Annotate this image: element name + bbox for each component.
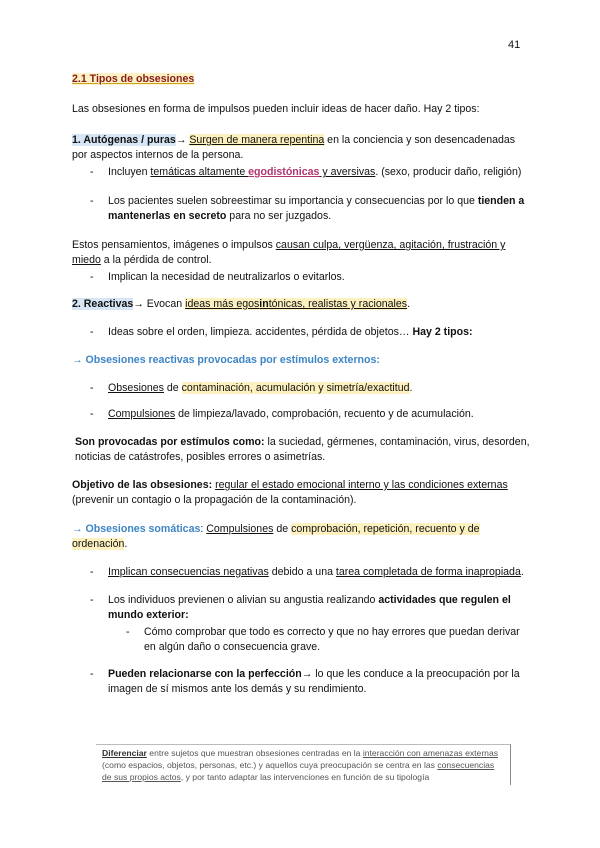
list-item: - Los individuos previenen o alivian su angustia realizando actividades que regulen el mundo exterior: - Cómo comprobar que todo es correcto y que no hay errores que puedan derivar en algún daño o consecuencia grave.: [72, 593, 530, 655]
somaticas-heading: → Obsesiones somáticas: [72, 523, 201, 535]
list-item: - Implican consecuencias negativas debido a una tarea completada de forma inapropiada.: [72, 565, 530, 580]
intro-paragraph: Las obsesiones en forma de impulsos pueden incluir ideas de hacer daño. Hay 2 tipos:: [72, 103, 480, 115]
list-item: - Pueden relacionarse con la perfección→ lo que les conduce a la preocupación por la imagen de sí mismos ante los demás y su rendimiento.: [72, 667, 530, 697]
list-item: - Incluyen temáticas altamente egodistónicas y aversivas. (sexo, producir daño, religión): [72, 165, 530, 180]
autogenas-def-underlined: Surgen de manera repentina: [189, 134, 325, 146]
autogenas-list: [72, 165, 530, 224]
autogenas-def-rest: en la conciencia y son desencadenadas por aspectos internos de la persona.: [72, 134, 516, 161]
externos-heading: → Obsesiones reactivas provocadas por estímulos externos:: [72, 354, 380, 366]
somaticas-paragraph: → Obsesiones somáticas: Compulsiones de comprobación, repetición, recuento y de ordenación.: [72, 523, 480, 550]
reactivas-list: [72, 325, 530, 340]
section-title-wrap: [72, 72, 530, 87]
estos-list: [72, 270, 530, 285]
page-number: 41: [508, 39, 521, 51]
autogenas-paragraph: [72, 133, 530, 163]
sub-list-item: - Cómo comprobar que todo es correcto y que no hay errores que puedan derivar en algún daño o consecuencia grave.: [108, 625, 530, 655]
list-item: - Los pacientes suelen sobreestimar su importancia y consecuencias por lo que tienden a mantenerlas en secreto para no ser juzgados.: [72, 194, 530, 224]
estos-paragraph: Estos pensamientos, imágenes o impulsos causan culpa, vergüenza, agitación, frustración y miedo a la pérdida de control.: [72, 239, 506, 266]
externos-list: [72, 381, 530, 422]
list-item: - Implican la necesidad de neutralizarlos o evitarlos.: [72, 270, 530, 285]
egodistonicas-term: egodistónicas: [248, 166, 320, 178]
autogenas-label: 1. Autógenas / puras: [72, 134, 176, 146]
sub-list: [108, 625, 530, 655]
objetivo-paragraph: Objetivo de las obsesiones: regular el estado emocional interno y las condiciones externas (prevenir un contagio o la propagación de la contaminación).: [72, 479, 508, 506]
arrow: →: [175, 134, 190, 146]
document-body: [72, 70, 530, 697]
reactivas-paragraph: 2. Reactivas→ Evocan ideas más egosintónicas, realistas y racionales.: [72, 298, 411, 310]
footnote-box: Diferenciar entre sujetos que muestran obsesiones centradas en la interacción con amenazas externas (como espacios, objetos, personas, etc.) y aquellos cuya preocupación se centra en las consecuencias de sus propios actos, y por tanto adaptar las intervenciones en función de su tipología: [96, 744, 511, 785]
list-item: - Obsesiones de contaminación, acumulación y simetría/exactitud.: [72, 381, 530, 396]
list-item: - Ideas sobre el orden, limpieza. accidentes, pérdida de objetos… Hay 2 tipos:: [72, 325, 530, 340]
somaticas-list: [72, 565, 530, 697]
provocadas-paragraph: Son provocadas por estímulos como: la suciedad, gérmenes, contaminación, virus, desorden, noticias de catástrofes, posibles errores o asimetrías.: [75, 436, 530, 463]
section-title: 2.1 Tipos de obsesiones: [72, 73, 195, 85]
list-item: - Compulsiones de limpieza/lavado, comprobación, recuento y de acumulación.: [72, 407, 530, 422]
reactivas-label: 2. Reactivas: [72, 298, 134, 310]
